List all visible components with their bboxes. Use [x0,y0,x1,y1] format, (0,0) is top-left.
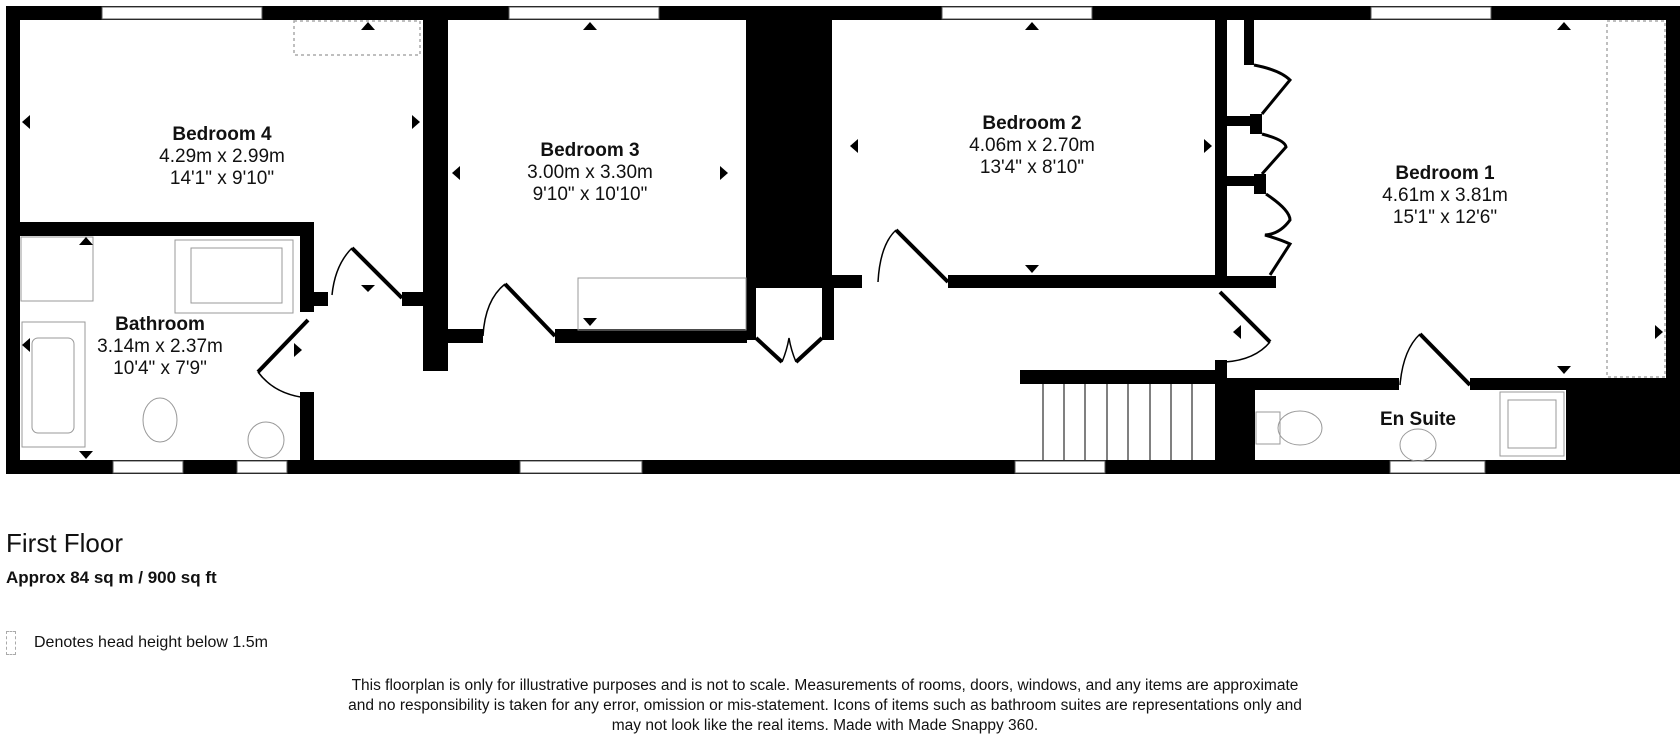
legend-text: Denotes head height below 1.5m [34,634,268,651]
room-name: Bedroom 3 [540,140,640,161]
dashed-rectangle-icon [6,631,16,655]
room-dim-imperial: 13'4" x 8'10" [979,157,1085,178]
legend [6,631,268,655]
room-bathroom [97,314,223,380]
room-bedroom-3 [527,140,653,206]
staircase [1043,384,1192,460]
disclaimer-line: This floorplan is only for illustrative purposes and is not to scale. Measurements of rooms, doors, windows, and any items are approximate [351,677,1299,694]
room-name: Bedroom 1 [1395,163,1495,184]
disclaimer-line: and no responsibility is taken for any error, omission or mis-statement. Icons of items such as bathroom suites are representations only and [348,697,1302,714]
room-name: En Suite [1379,409,1457,430]
floor-title: First Floor [6,528,123,558]
room-bedroom-4 [159,124,285,190]
room-bedroom-1 [1382,163,1508,229]
floor-area: Approx 84 sq m / 900 sq ft [6,568,217,587]
room-name: Bathroom [115,314,205,335]
room-name: Bedroom 4 [172,124,272,145]
room-dim-metric: 4.06m x 2.70m [969,135,1095,156]
room-dim-imperial: 9'10" x 10'10" [532,184,648,205]
room-dim-metric: 4.61m x 3.81m [1382,185,1508,206]
disclaimer [260,676,1390,736]
room-dim-metric: 3.00m x 3.30m [527,162,653,183]
room-dim-metric: 3.14m x 2.37m [97,336,223,357]
room-dim-imperial: 14'1" x 9'10" [169,168,275,189]
room-dim-imperial: 15'1" x 12'6" [1392,207,1498,228]
room-bedroom-2 [969,113,1095,179]
room-dim-metric: 4.29m x 2.99m [159,146,285,167]
room-name: Bedroom 2 [982,113,1082,134]
room-dim-imperial: 10'4" x 7'9" [113,358,207,379]
room-en-suite [1380,409,1456,431]
disclaimer-line: may not look like the real items. Made with Made Snappy 360. [611,717,1039,734]
